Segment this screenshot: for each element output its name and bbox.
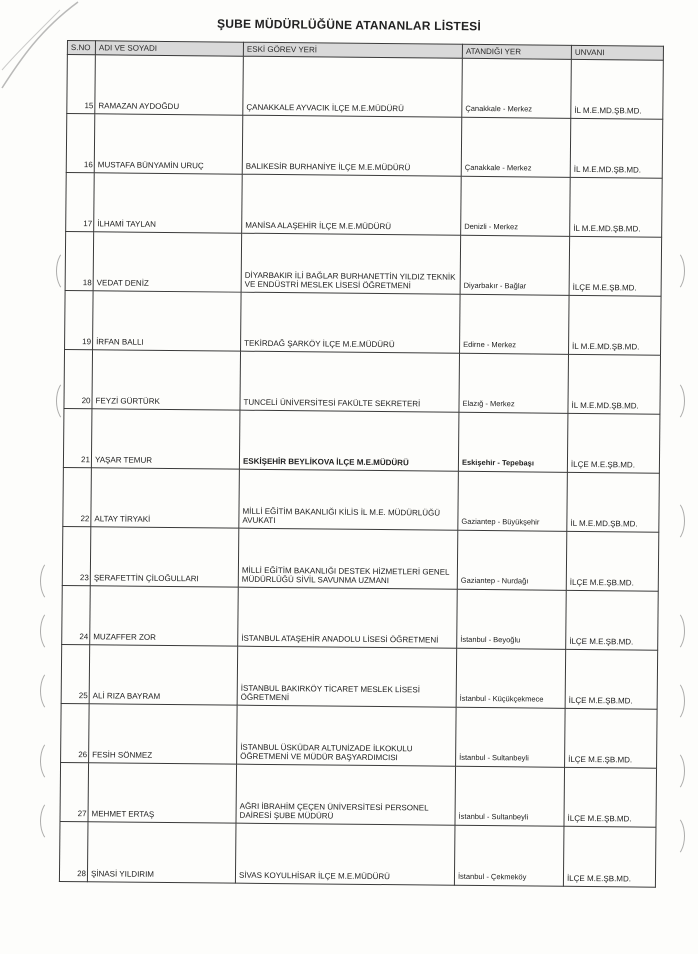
row-title: İLÇE M.E.ŞB.MD. — [564, 767, 657, 827]
table-row — [59, 821, 656, 887]
row-assigned: Çanakkale - Merkez — [461, 117, 571, 177]
row-title: İL M.E.MD.ŞB.MD. — [567, 472, 660, 532]
table-row — [63, 408, 660, 473]
header-old-post: ESKİ GÖREV YERİ — [243, 42, 462, 58]
header-assigned: ATANDIĞI YER — [462, 44, 571, 59]
row-sno: 16 — [66, 114, 95, 173]
row-sno: 15 — [67, 55, 96, 114]
row-name: FESİH SÖNMEZ — [89, 704, 238, 764]
row-name: YAŞAR TEMUR — [91, 409, 240, 469]
margin-mark — [662, 680, 685, 722]
row-assigned: İstanbul - Çekmeköy — [454, 825, 564, 886]
row-assigned: İstanbul - Sultanbeyli — [455, 766, 565, 826]
row-name: ŞERAFETTİN ÇİLOĞULLARI — [90, 527, 239, 587]
header-name: ADI VE SOYADI — [95, 41, 243, 56]
row-sno: 18 — [65, 231, 94, 290]
row-sno: 22 — [63, 467, 92, 526]
row-sno: 27 — [60, 762, 89, 821]
row-old-post: AĞRI İBRAHİM ÇEÇEN ÜNİVERSİTESİ PERSONEL DAİRESİ ŞUBE MÜDÜRÜ — [236, 764, 456, 825]
margin-mark — [662, 250, 685, 292]
table-row — [61, 703, 658, 768]
row-assigned: Diyarbakır - Bağlar — [460, 235, 570, 295]
table-row — [64, 349, 661, 414]
row-title: İL M.E.MD.ŞB.MD. — [571, 59, 664, 119]
row-title: İL M.E.MD.ŞB.MD. — [569, 295, 662, 355]
table-row — [65, 231, 662, 296]
row-sno: 19 — [65, 290, 94, 349]
row-title: İLÇE M.E.ŞB.MD. — [565, 649, 658, 709]
row-title: İLÇE M.E.ŞB.MD. — [566, 531, 659, 591]
margin-mark — [662, 380, 685, 422]
row-name: İRFAN BALLI — [93, 291, 242, 351]
row-old-post: İSTANBUL ATAŞEHİR ANADOLU LİSESİ ÖĞRETMENİ — [238, 587, 458, 648]
margin-mark — [40, 560, 63, 602]
margin-mark — [40, 610, 63, 652]
margin-mark — [40, 670, 63, 712]
row-old-post: İSTANBUL ÜSKÜDAR ALTUNİZADE İLKOKULU ÖĞRETMENİ VE MÜDÜR BAŞYARDIMCISI — [237, 705, 457, 766]
table-row — [63, 467, 660, 532]
row-sno: 28 — [59, 821, 88, 881]
row-assigned: Çanakkale - Merkez — [462, 58, 572, 118]
row-title: İL M.E.MD.ŞB.MD. — [568, 354, 661, 414]
row-old-post: MANİSA ALAŞEHİR İLÇE M.E.MÜDÜRÜ — [242, 174, 462, 235]
row-name: ALİ RIZA BAYRAM — [89, 645, 238, 705]
row-name: FEYZİ GÜRTÜRK — [92, 350, 241, 410]
table-row — [65, 290, 662, 355]
row-assigned: Gaziantep - Nurdağı — [457, 530, 567, 590]
row-title: İL M.E.MD.ŞB.MD. — [570, 177, 663, 237]
table-row — [66, 114, 663, 179]
row-name: ŞİNASİ YILDIRIM — [87, 822, 236, 883]
header-sno: S.NO — [67, 41, 95, 55]
margin-mark — [40, 800, 63, 842]
row-old-post: SİVAS KOYULHİSAR İLÇE M.E.MÜDÜRÜ — [235, 823, 455, 885]
table-row — [62, 585, 659, 650]
row-old-post: TEKİRDAĞ ŞARKÖY İLÇE M.E.MÜDÜRÜ — [241, 292, 461, 353]
row-title: İLÇE M.E.ŞB.MD. — [567, 413, 660, 473]
row-old-post: TUNCELİ ÜNİVERSİTESİ FAKÜLTE SEKRETERİ — [240, 351, 460, 412]
row-name: İLHAMİ TAYLAN — [94, 173, 243, 233]
row-assigned: Edirne - Merkez — [460, 294, 570, 354]
assignment-table — [59, 40, 664, 888]
row-name: MUSTAFA BÜNYAMİN URUÇ — [94, 114, 243, 174]
row-name: ALTAY TİRYAKİ — [91, 468, 240, 528]
row-sno: 17 — [66, 172, 95, 231]
row-name: MUZAFFER ZOR — [90, 586, 239, 646]
margin-mark — [56, 380, 79, 422]
row-old-post: DİYARBAKIR İLİ BAĞLAR BURHANETTİN YILDIZ TEKNİK VE ENDÜSTRİ MESLEK LİSESİ ÖĞRETMENİ — [241, 233, 461, 294]
row-old-post: ESKİŞEHİR BEYLİKOVA İLÇE M.E.MÜDÜRÜ — [239, 410, 459, 471]
row-name: MEHMET ERTAŞ — [88, 763, 237, 823]
row-old-post: BALIKESİR BURHANİYE İLÇE M.E.MÜDÜRÜ — [242, 115, 462, 176]
margin-mark — [662, 610, 685, 652]
row-assigned: İstanbul - Beyoğlu — [457, 589, 567, 649]
table-row — [60, 762, 657, 827]
margin-mark — [662, 500, 685, 542]
table-row — [62, 526, 659, 591]
row-assigned: Denizli - Merkez — [461, 176, 571, 236]
table-row — [67, 55, 664, 120]
row-old-post: MİLLİ EĞİTİM BAKANLIĞI DESTEK HİZMETLERİ GENEL MÜDÜRLÜĞÜ SİVİL SAVUNMA UZMANI — [238, 528, 458, 589]
row-name: VEDAT DENİZ — [93, 232, 242, 292]
table-row — [61, 644, 658, 709]
row-title: İL M.E.MD.ŞB.MD. — [570, 118, 663, 178]
row-old-post: ÇANAKKALE AYVACIK İLÇE M.E.MÜDÜRÜ — [243, 56, 463, 117]
row-sno: 21 — [63, 408, 92, 467]
row-sno: 25 — [61, 644, 90, 703]
page-title: ŞUBE MÜDÜRLÜĞÜNE ATANANLAR LİSTESİ — [216, 16, 482, 34]
margin-mark — [40, 740, 63, 782]
row-assigned: Eskişehir - Tepebaşı — [458, 412, 568, 472]
row-title: İLÇE M.E.ŞB.MD. — [565, 708, 658, 768]
row-sno: 20 — [64, 349, 93, 408]
row-assigned: İstanbul - Sultanbeyli — [456, 707, 566, 767]
row-title: İLÇE M.E.ŞB.MD. — [569, 236, 662, 296]
row-assigned: Elazığ - Merkez — [459, 353, 569, 413]
margin-mark — [662, 750, 685, 792]
row-assigned: İstanbul - Küçükçekmece — [456, 648, 566, 708]
margin-mark — [56, 250, 79, 292]
assignment-table-container — [59, 40, 663, 888]
row-sno: 24 — [62, 585, 91, 644]
row-name: RAMAZAN AYDOĞDU — [95, 55, 244, 115]
row-sno: 26 — [61, 703, 90, 762]
margin-mark — [662, 815, 685, 857]
row-old-post: İSTANBUL BAKIRKÖY TİCARET MESLEK LİSESİ ÖĞRETMENİ — [237, 646, 457, 707]
table-row — [66, 172, 663, 237]
row-assigned: Gaziantep - Büyükşehir — [458, 471, 568, 531]
row-title: İLÇE M.E.ŞB.MD. — [563, 826, 656, 887]
row-old-post: MİLLİ EĞİTİM BAKANLIĞI KİLİS İL M.E. MÜDÜRLÜĞÜ AVUKATI — [239, 469, 459, 530]
row-sno: 23 — [62, 526, 91, 585]
header-title: UNVANI — [571, 45, 663, 60]
row-title: İLÇE M.E.ŞB.MD. — [566, 590, 659, 650]
